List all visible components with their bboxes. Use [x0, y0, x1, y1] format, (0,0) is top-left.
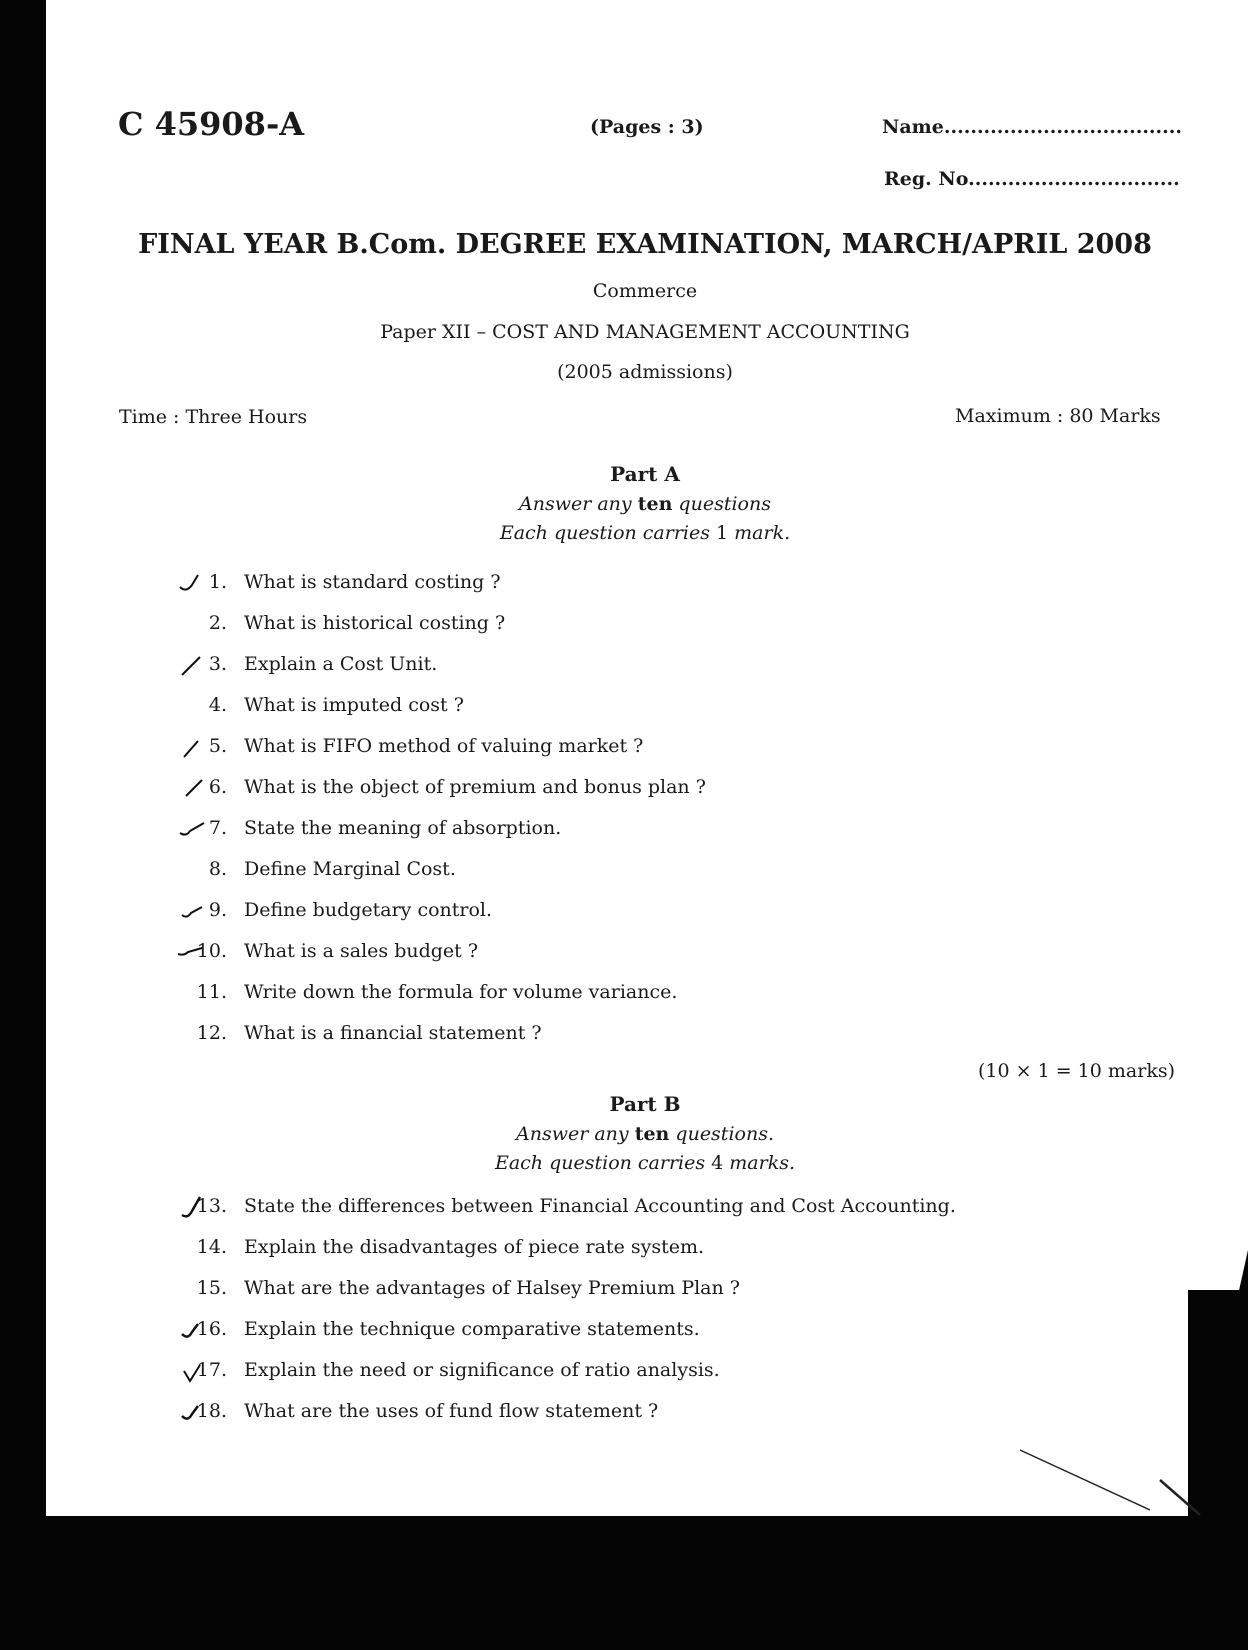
admissions: (2005 admissions)	[557, 361, 733, 383]
handwritten-tick-icon	[178, 899, 206, 923]
scan-artifact-line	[1010, 1440, 1210, 1520]
question-item: 5. What is FIFO method of valuing market ?	[180, 725, 706, 766]
handwritten-tick-icon	[178, 1359, 206, 1383]
handwritten-tick-icon	[178, 1318, 206, 1342]
paper-title: Paper XII – COST AND MANAGEMENT ACCOUNTING	[380, 321, 910, 343]
question-item: 18. What are the uses of fund flow statement ?	[180, 1390, 956, 1431]
question-item: 6. What is the object of premium and bonus plan ?	[180, 766, 706, 807]
question-item: 8. Define Marginal Cost.	[208, 857, 456, 880]
question-item: 2. What is historical costing ?	[208, 611, 506, 634]
time-allowed: Time : Three Hours	[119, 406, 308, 428]
scan-bottom-edge	[0, 1516, 1248, 1650]
question-item: 15. What are the advantages of Halsey Premium Plan ?	[196, 1276, 740, 1299]
part-b-marks-instruction: Each question carries 4 marks.	[494, 1152, 796, 1174]
question-item: 17. Explain the need or significance of ratio analysis.	[180, 1349, 956, 1390]
part-a-marks: (10 × 1 = 10 marks)	[978, 1060, 1175, 1082]
exam-title: FINAL YEAR B.Com. DEGREE EXAMINATION, MARCH/APRIL 2008	[138, 229, 1152, 260]
question-item: 3. Explain a Cost Unit.	[180, 643, 706, 684]
subject: Commerce	[592, 280, 698, 302]
question-item: 9. Define budgetary control.	[180, 889, 706, 930]
handwritten-tick-icon	[178, 1400, 206, 1424]
part-a-question-list	[180, 561, 706, 1053]
question-item: 13. State the differences between Financial Accounting and Cost Accounting.	[180, 1185, 956, 1226]
page-count: (Pages : 3)	[590, 116, 704, 138]
part-a-marks-instruction: Each question carries 1 mark.	[499, 522, 791, 544]
question-item: 16. Explain the technique comparative statements.	[180, 1308, 956, 1349]
handwritten-tick-icon	[178, 817, 206, 841]
question-item: 14. Explain the disadvantages of piece rate system.	[196, 1235, 705, 1258]
handwritten-tick-icon	[178, 940, 206, 964]
question-item: 10. What is a sales budget ?	[180, 930, 706, 971]
handwritten-tick-icon	[178, 735, 206, 759]
question-item: 1. What is standard costing ?	[180, 561, 706, 602]
part-a-heading: Part A	[610, 462, 680, 486]
handwritten-tick-icon	[178, 776, 206, 800]
paper-code: C 45908-A	[118, 105, 305, 143]
question-item: 4. What is imputed cost ?	[208, 693, 464, 716]
part-b-heading: Part B	[609, 1092, 681, 1116]
name-field: Name....................................	[882, 116, 1183, 138]
reg-no-field: Reg. No................................	[884, 168, 1180, 190]
part-a-instruction: Answer any ten questions	[519, 493, 771, 515]
handwritten-tick-icon	[178, 1195, 206, 1219]
question-item: 7. State the meaning of absorption.	[180, 807, 706, 848]
question-item: 11. Write down the formula for volume variance.	[196, 980, 678, 1003]
question-item: 12. What is a financial statement ?	[196, 1021, 542, 1044]
part-b-instruction: Answer any ten questions.	[516, 1123, 774, 1145]
handwritten-tick-icon	[178, 653, 206, 677]
part-b-question-list	[180, 1185, 956, 1431]
handwritten-tick-icon	[178, 571, 206, 595]
maximum-marks: Maximum : 80 Marks	[955, 405, 1161, 427]
